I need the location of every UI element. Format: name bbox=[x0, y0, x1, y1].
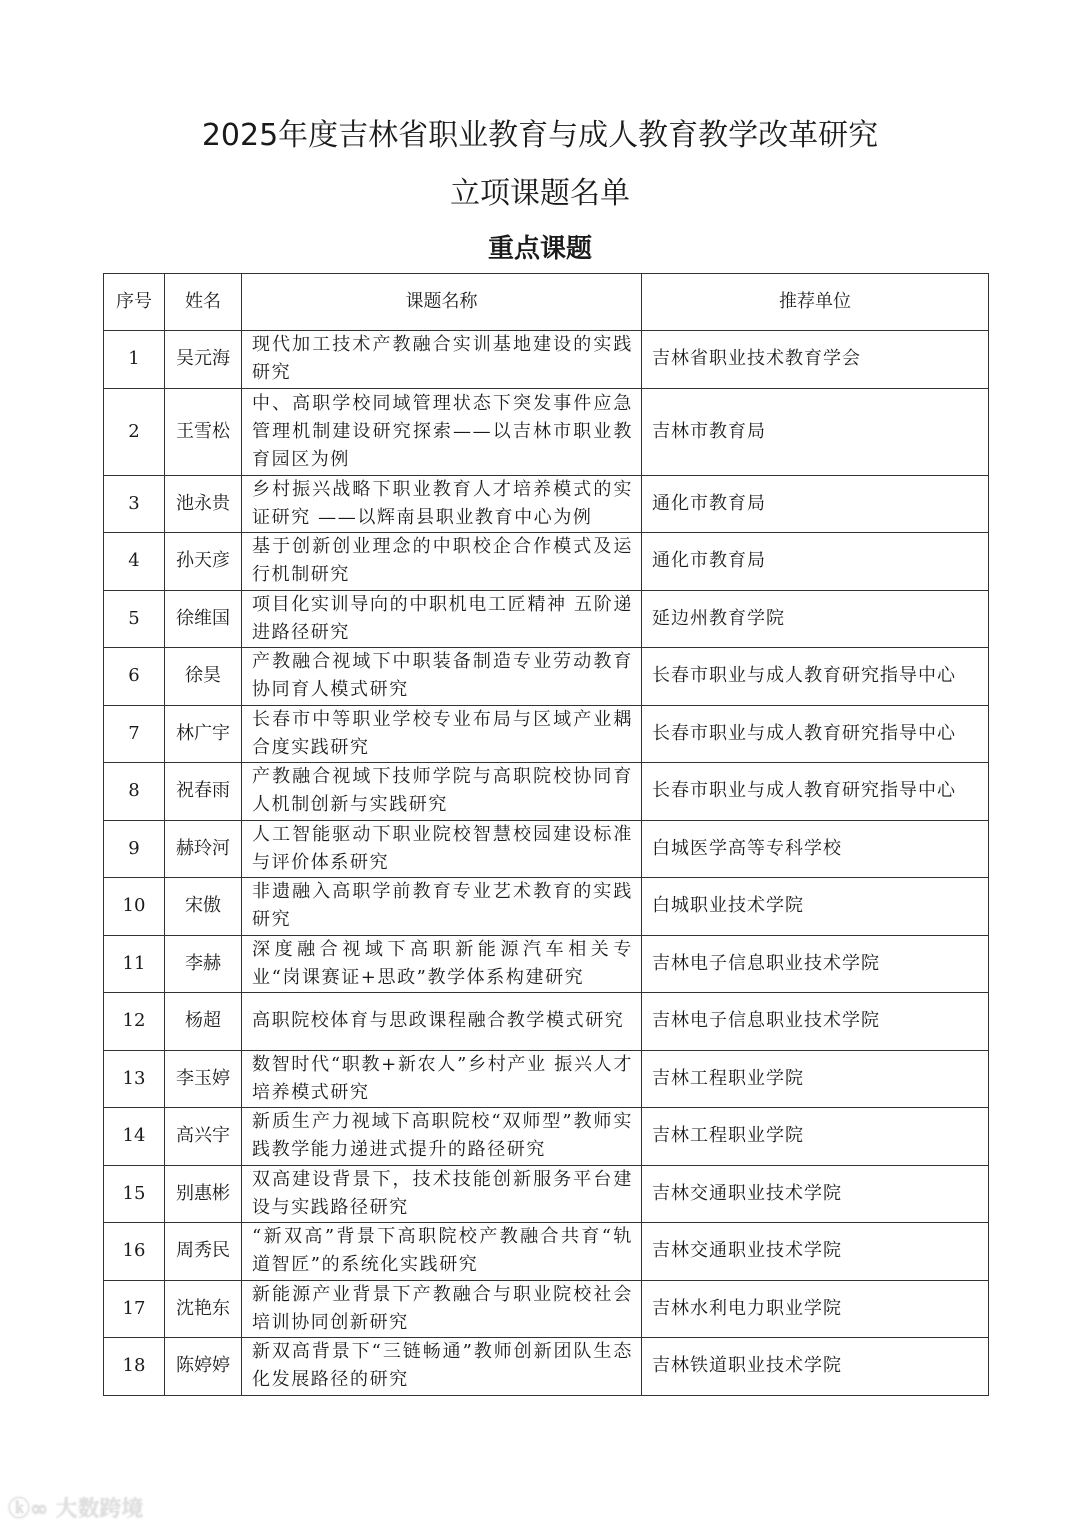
applicant-name: 吴元海 bbox=[165, 331, 242, 389]
recommending-unit: 吉林水利电力职业学院 bbox=[642, 1280, 989, 1338]
applicant-name: 高兴宇 bbox=[165, 1108, 242, 1166]
page-title: 2025年度吉林省职业教育与成人教育教学改革研究 bbox=[201, 118, 879, 153]
row-number: 18 bbox=[104, 1338, 165, 1396]
project-topic: 新质生产力视域下高职院校“双师型”教师实践教学能力递进式提升的路径研究 bbox=[242, 1108, 642, 1166]
row-number: 16 bbox=[104, 1223, 165, 1281]
header-no: 序号 bbox=[104, 274, 165, 331]
recommending-unit: 吉林市教育局 bbox=[642, 388, 989, 475]
applicant-name: 别惠彬 bbox=[165, 1165, 242, 1223]
project-topic: 新能源产业背景下产教融合与职业院校社会培训协同创新研究 bbox=[242, 1280, 642, 1338]
recommending-unit: 通化市教育局 bbox=[642, 533, 989, 591]
table-row bbox=[104, 1050, 989, 1108]
table-row bbox=[104, 331, 989, 389]
row-number: 15 bbox=[104, 1165, 165, 1223]
table-row bbox=[104, 388, 989, 475]
applicant-name: 赫玲河 bbox=[165, 820, 242, 878]
table-row bbox=[104, 1165, 989, 1223]
project-topic: 数智时代“职教+新农人”乡村产业 振兴人才培养模式研究 bbox=[242, 1050, 642, 1108]
table-row bbox=[104, 648, 989, 706]
row-number: 6 bbox=[104, 648, 165, 706]
watermark-logo: ⓚ∞ 大数跨境 bbox=[8, 1497, 144, 1522]
applicant-name: 李赫 bbox=[165, 935, 242, 993]
table-row bbox=[104, 590, 989, 648]
project-topic: 双高建设背景下，技术技能创新服务平台建设与实践路径研究 bbox=[242, 1165, 642, 1223]
row-number: 2 bbox=[104, 388, 165, 475]
applicant-name: 徐昊 bbox=[165, 648, 242, 706]
project-topic: 产教融合视域下中职装备制造专业劳动教育协同育人模式研究 bbox=[242, 648, 642, 706]
project-topic: 现代加工技术产教融合实训基地建设的实践研究 bbox=[242, 331, 642, 389]
recommending-unit: 长春市职业与成人教育研究指导中心 bbox=[642, 705, 989, 763]
applicant-name: 王雪松 bbox=[165, 388, 242, 475]
row-number: 8 bbox=[104, 763, 165, 821]
table-row bbox=[104, 533, 989, 591]
table-row bbox=[104, 1108, 989, 1166]
recommending-unit: 长春市职业与成人教育研究指导中心 bbox=[642, 648, 989, 706]
row-number: 5 bbox=[104, 590, 165, 648]
row-number: 11 bbox=[104, 935, 165, 993]
applicant-name: 林广宇 bbox=[165, 705, 242, 763]
applicant-name: 周秀民 bbox=[165, 1223, 242, 1281]
recommending-unit: 吉林工程职业学院 bbox=[642, 1050, 989, 1108]
project-topic: 乡村振兴战略下职业教育人才培养模式的实证研究 ——以辉南县职业教育中心为例 bbox=[242, 475, 642, 533]
project-topic: “新双高”背景下高职院校产教融合共育“轨道智匠”的系统化实践研究 bbox=[242, 1223, 642, 1281]
applicant-name: 徐维国 bbox=[165, 590, 242, 648]
header-unit: 推荐单位 bbox=[642, 274, 989, 331]
project-table bbox=[103, 273, 989, 1396]
recommending-unit: 通化市教育局 bbox=[642, 475, 989, 533]
applicant-name: 孙天彦 bbox=[165, 533, 242, 591]
table-row bbox=[104, 475, 989, 533]
recommending-unit: 白城医学高等专科学校 bbox=[642, 820, 989, 878]
row-number: 12 bbox=[104, 993, 165, 1051]
applicant-name: 沈艳东 bbox=[165, 1280, 242, 1338]
recommending-unit: 延边州教育学院 bbox=[642, 590, 989, 648]
row-number: 4 bbox=[104, 533, 165, 591]
table-row bbox=[104, 993, 989, 1051]
table-row bbox=[104, 705, 989, 763]
table-row bbox=[104, 763, 989, 821]
project-topic: 非遗融入高职学前教育专业艺术教育的实践研究 bbox=[242, 878, 642, 936]
table-row bbox=[104, 1338, 989, 1396]
row-number: 17 bbox=[104, 1280, 165, 1338]
recommending-unit: 吉林电子信息职业技术学院 bbox=[642, 935, 989, 993]
applicant-name: 杨超 bbox=[165, 993, 242, 1051]
applicant-name: 陈婷婷 bbox=[165, 1338, 242, 1396]
project-topic: 长春市中等职业学校专业布局与区域产业耦合度实践研究 bbox=[242, 705, 642, 763]
recommending-unit: 吉林工程职业学院 bbox=[642, 1108, 989, 1166]
recommending-unit: 吉林省职业技术教育学会 bbox=[642, 331, 989, 389]
project-topic: 高职院校体育与思政课程融合教学模式研究 bbox=[242, 993, 642, 1051]
row-number: 10 bbox=[104, 878, 165, 936]
recommending-unit: 吉林交通职业技术学院 bbox=[642, 1223, 989, 1281]
project-topic: 人工智能驱动下职业院校智慧校园建设标准与评价体系研究 bbox=[242, 820, 642, 878]
recommending-unit: 吉林铁道职业技术学院 bbox=[642, 1338, 989, 1396]
page-subtitle: 立项课题名单 bbox=[450, 176, 630, 211]
header-name: 姓名 bbox=[165, 274, 242, 331]
recommending-unit: 吉林电子信息职业技术学院 bbox=[642, 993, 989, 1051]
recommending-unit: 长春市职业与成人教育研究指导中心 bbox=[642, 763, 989, 821]
project-topic: 深度融合视域下高职新能源汽车相关专业“岗课赛证+思政”教学体系构建研究 bbox=[242, 935, 642, 993]
row-number: 3 bbox=[104, 475, 165, 533]
table-row bbox=[104, 1223, 989, 1281]
row-number: 7 bbox=[104, 705, 165, 763]
project-topic: 项目化实训导向的中职机电工匠精神 五阶递进路径研究 bbox=[242, 590, 642, 648]
row-number: 9 bbox=[104, 820, 165, 878]
project-topic: 产教融合视域下技师学院与高职院校协同育人机制创新与实践研究 bbox=[242, 763, 642, 821]
applicant-name: 祝春雨 bbox=[165, 763, 242, 821]
section-heading: 重点课题 bbox=[487, 234, 592, 264]
table-row bbox=[104, 935, 989, 993]
project-topic: 中、高职学校同域管理状态下突发事件应急管理机制建设研究探索——以吉林市职业教育园区为例 bbox=[242, 388, 642, 475]
project-topic: 新双高背景下“三链畅通”教师创新团队生态化发展路径的研究 bbox=[242, 1338, 642, 1396]
table-row bbox=[104, 820, 989, 878]
applicant-name: 宋傲 bbox=[165, 878, 242, 936]
project-topic: 基于创新创业理念的中职校企合作模式及运行机制研究 bbox=[242, 533, 642, 591]
table-row bbox=[104, 1280, 989, 1338]
table-row bbox=[104, 878, 989, 936]
applicant-name: 李玉婷 bbox=[165, 1050, 242, 1108]
recommending-unit: 白城职业技术学院 bbox=[642, 878, 989, 936]
row-number: 13 bbox=[104, 1050, 165, 1108]
recommending-unit: 吉林交通职业技术学院 bbox=[642, 1165, 989, 1223]
table-header-row bbox=[104, 274, 989, 331]
row-number: 1 bbox=[104, 331, 165, 389]
applicant-name: 池永贵 bbox=[165, 475, 242, 533]
header-topic: 课题名称 bbox=[242, 274, 642, 331]
row-number: 14 bbox=[104, 1108, 165, 1166]
